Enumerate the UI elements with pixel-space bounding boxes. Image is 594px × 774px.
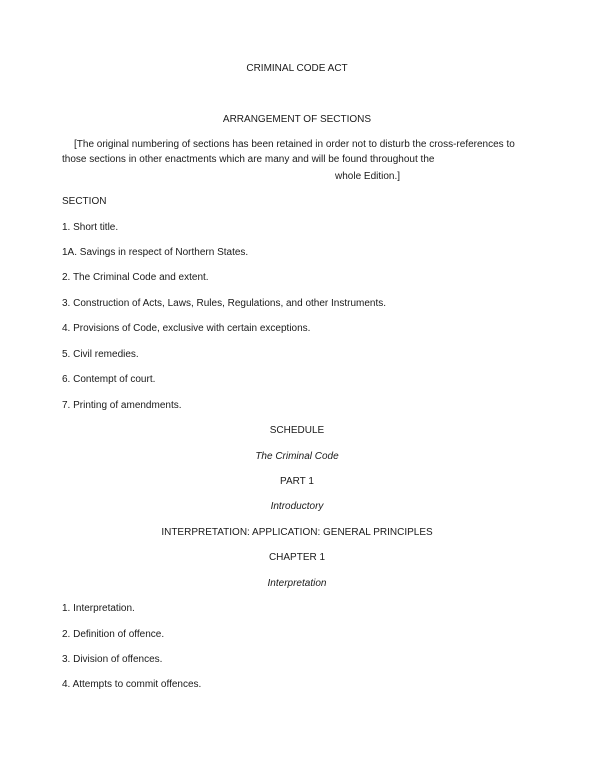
chapter-section-item: 3. Division of offences. [62,654,163,665]
schedule-title: The Criminal Code [255,451,339,462]
section-item: 1. Short title. [62,222,119,233]
section-label: SECTION [62,196,107,207]
chapter-heading: CHAPTER 1 [268,552,326,563]
part-heading: PART 1 [280,476,314,487]
section-item: 4. Provisions of Code, exclusive with certain exceptions. [62,323,311,334]
note-line-3: whole Edition.] [335,171,401,182]
section-item: 7. Printing of amendments. [62,400,182,411]
section-item: 3. Construction of Acts, Laws, Rules, Regulations, and other Instruments. [62,298,387,309]
section-item: 6. Contempt of court. [62,374,156,385]
chapter-section-item: 2. Definition of offence. [62,629,165,640]
section-item: 5. Civil remedies. [62,349,139,360]
section-item: 2. The Criminal Code and extent. [62,272,209,283]
chapter-section-item: 1. Interpretation. [62,603,135,614]
division-heading: INTERPRETATION: APPLICATION: GENERAL PRINCIPLES [161,527,433,538]
schedule-heading: SCHEDULE [269,425,325,436]
document-title: CRIMINAL CODE ACT [246,63,348,74]
chapter-section-item: 4. Attempts to commit offences. [62,679,202,690]
section-item: 1A. Savings in respect of Northern States. [62,247,249,258]
note-line-1: [The original numbering of sections has been retained in order not to disturb the cross-references to [74,139,515,150]
note-line-2: those sections in other enactments which are many and will be found throughout the [62,154,435,165]
arrangement-heading: ARRANGEMENT OF SECTIONS [222,114,372,125]
chapter-title: Interpretation [267,578,327,589]
part-title: Introductory [270,501,324,512]
